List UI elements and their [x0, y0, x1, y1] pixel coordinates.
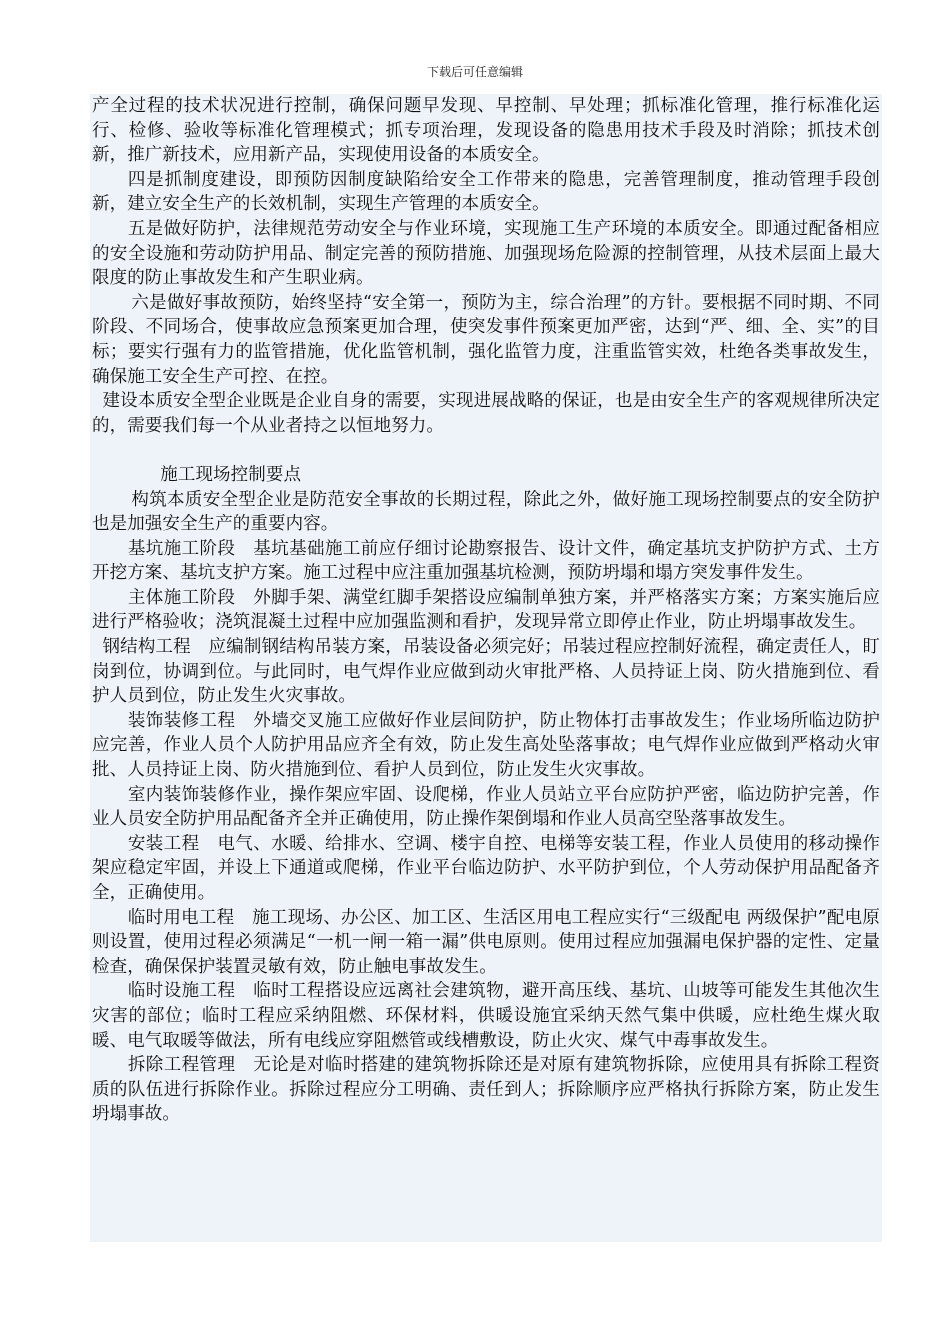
paragraph-temporary-facilities: 临时设施工程 临时工程搭设应远离社会建筑物，避开高压线、基坑、山坡等可能发生其他次生灾害的部位；临时工程应采纳阻燃、环保材料，供暖设施宜采纳天然气集中供暖，应杜绝生煤火取暖、电气取暖等做法，所有电线应穿阻燃管或线槽敷设，防止火灾、煤气中毒事故发生。 [92, 981, 880, 1051]
document-body [90, 94, 882, 1242]
paragraph-equipment-control: 产全过程的技术状况进行控制，确保问题早发现、早控制、早处理；抓标准化管理，推行标准化运行、检修、验收等标准化管理模式；抓专项治理，发现设备的隐患用技术手段及时消除；抓技术创新，推广新技术，应用新产品，实现使用设备的本质安全。 [92, 96, 880, 166]
paragraph-installation: 安装工程 电气、水暖、给排水、空调、楼宇自控、电梯等安装工程，作业人员使用的移动操作架应稳定牢固，并设上下通道或爬梯，作业平台临边防护、水平防护到位，个人劳动保护用品配备齐全，正确使用。 [92, 833, 880, 903]
paragraph-main-structure: 主体施工阶段 外脚手架、满堂红脚手架搭设应编制单独方案，并严格落实方案；方案实施后应进行严格验收；浇筑混凝土过程中应加强监测和看护，发现异常立即停止作业，防止坍塌事故发生。 [92, 587, 880, 633]
page-header: 下载后可任意编辑 [426, 65, 523, 79]
paragraph-protection: 五是做好防护，法律规范劳动安全与作业环境，实现施工生产环境的本质安全。即通过配备相应的安全设施和劳动防护用品、制定完善的预防措施、加强现场危险源的控制管理，从技术层面上最大限度的防止事故发生和产生职业病。 [92, 218, 880, 289]
paragraph-decoration: 装饰装修工程 外墙交叉施工应做好作业层间防护，防止物体打击事故发生；作业场所临边防护应完善，作业人员个人防护用品应齐全有效，防止发生高处坠落事故；电气焊作业应做到严格动火审批、人员持证上岗、防火措施到位、看护人员到位，防止发生火灾事故。 [92, 710, 880, 781]
blank-line [92, 438, 880, 463]
paragraph-interior-decoration: 室内装饰装修作业，操作架应牢固、设爬梯，作业人员站立平台应防护严密，临边防护完善，作业人员安全防护用品配备齐全并正确使用，防止操作架倒塌和作业人员高空坠落事故发生。 [92, 784, 880, 830]
paragraph-institution-building: 四是抓制度建设，即预防因制度缺陷给安全工作带来的隐患，完善管理制度，推动管理手段创新，建立安全生产的长效机制，实现生产管理的本质安全。 [92, 169, 880, 215]
section-heading: 施工现场控制要点 [160, 464, 302, 485]
paragraph-intrinsic-safety-enterprise: 建设本质安全型企业既是企业自身的需要，实现进展战略的保证，也是由安全生产的客观规律所决定的，需要我们每一个从业者持之以恒地努力。 [92, 391, 880, 436]
paragraph-steel-structure: 钢结构工程 应编制钢结构吊装方案，吊装设备必须完好；吊装过程应控制好流程，确定责任人，盯岗到位，协调到位。与此同时，电气焊作业应做到动火审批严格、人员持证上岗、防火措施到位、看护人员到位，防止发生火灾事故。 [92, 637, 880, 707]
paragraph-site-control-intro: 构筑本质安全型企业是防范安全事故的长期过程，除此之外，做好施工现场控制要点的安全防护也是加强安全生产的重要内容。 [92, 489, 880, 535]
paragraph-foundation-pit: 基坑施工阶段 基坑基础施工前应仔细讨论勘察报告、设计文件，确定基坑支护防护方式、土方开挖方案、基坑支护方案。施工过程中应注重加强基坑检测，预防坍塌和塌方突发事件发生。 [92, 538, 880, 584]
paragraph-temporary-electricity: 临时用电工程 施工现场、办公区、加工区、生活区用电工程应实行“三级配电 两级保护”配电原则设置，使用过程必须满足“一机一闸一箱一漏”供电原则。使用过程应加强漏电保护器的定性、定量检查，确保保护装置灵敏有效，防止触电事故发生。 [92, 907, 880, 977]
paragraph-demolition: 拆除工程管理 无论是对临时搭建的建筑物拆除还是对原有建筑物拆除，应使用具有拆除工程资质的队伍进行拆除作业。拆除过程应分工明确、责任到人；拆除顺序应严格执行拆除方案，防止发生坍塌事故。 [92, 1055, 880, 1125]
paragraph-accident-prevention: 六是做好事故预防，始终坚持“安全第一，预防为主，综合治理”的方针。要根据不同时期、不同阶段、不同场合，使事故应急预案更加合理，使突发事件预案更加严密，达到“严、细、全、实”的目标；要实行强有力的监管措施，优化监管机制，强化监管力度，注重监管实效，杜绝各类事故发生，确保施工安全生产可控、在控。 [92, 292, 880, 387]
